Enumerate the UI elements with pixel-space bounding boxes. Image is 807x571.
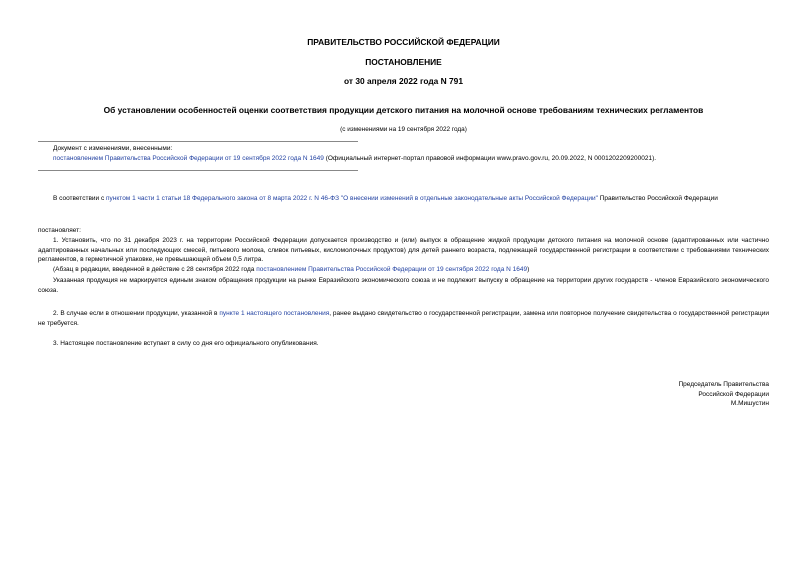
note-end: ): [527, 266, 530, 273]
federal-law-link[interactable]: пунктом 1 части 1 статьи 18 Федерального закона от 8 марта 2022 г. N 46-ФЗ "О внесении изменений в отдельные законодательные акты Российской Федерации": [106, 195, 598, 202]
paragraph-3: 3. Настоящее постановление вступает в силу со дня его официального опубликования.: [53, 340, 319, 347]
point-1-link[interactable]: пункте 1 настоящего постановления: [219, 310, 330, 317]
document-type: ПОСТАНОВЛЕНИЕ: [365, 57, 442, 67]
para2-start: 2. В случае если в отношении продукции, указанной в: [53, 310, 220, 317]
changes-tail: (Официальный интернет-портал правовой информации www.pravo.gov.ru, 20.09.2022, N 0001202209200021).: [323, 154, 657, 162]
changes-intro: Документ с изменениями, внесенными:: [53, 145, 173, 152]
document-title: Об установлении особенностей оценки соответствия продукции детского питания на молочной основе требованиям технических регламентов: [103, 105, 704, 115]
government-name: ПРАВИТЕЛЬСТВО РОССИЙСКОЙ ФЕДЕРАЦИИ: [307, 37, 500, 47]
amendment-note-link[interactable]: постановлением Правительства Российской Федерации от 19 сентября 2022 года N 1649: [256, 266, 528, 273]
paragraph-2: [38, 309, 769, 328]
changes-block: [53, 144, 773, 163]
revision-note: (с изменениями на 19 сентября 2022 года): [340, 126, 467, 133]
paragraph-1-second: Указанная продукция не маркируется единым знаком обращения продукции на рынке Евразийского экономического союза и не подлежит выпуску в обращение на территории других государств - членов Евразийского экономического союза.: [38, 277, 769, 294]
changes-top-divider: [38, 141, 358, 142]
document-date-number: от 30 апреля 2022 года N 791: [344, 76, 463, 86]
decides-label: постановляет:: [38, 227, 81, 234]
paragraph-1: 1. Установить, что по 31 декабря 2023 г. на территории Российской Федерации допускается производство и (или) выпуск в обращение жидкой продукции детского питания на молочной основе (адаптированных или частично адаптированных начальных или последующих смесей, питьевого молока, сливок питьевых, кисломолочных продуктов) для детей раннего возраста, подлежащей государственной регистрации в соответствии с требованиями технических регламентов, в герметичной упаковке, не превышающей объем 0,5 литра.: [38, 237, 769, 264]
signature-country: Российской Федерации: [698, 390, 769, 398]
note-start: (Абзац в редакции, введенной в действие с 28 сентября 2022 года: [53, 266, 257, 273]
preamble-end: Правительство Российской Федерации: [597, 195, 718, 202]
preamble-start: В соответствии с: [53, 195, 107, 202]
signature-position: Председатель Правительства: [678, 381, 769, 388]
paragraph-1-note: [53, 265, 769, 275]
signature-name: М.Мишустин: [730, 400, 769, 408]
amendment-link[interactable]: постановлением Правительства Российской Федерации от 19 сентября 2022 года N 1649: [53, 154, 324, 162]
changes-bottom-divider: [38, 170, 358, 171]
para2-end: , ранее выдано свидетельство о государственной регистрации, замена или повторное получение свидетельства о государственной регистрации не требуется.: [38, 310, 770, 327]
changes-line: [53, 154, 773, 164]
preamble: [38, 194, 769, 204]
signature-block: [500, 380, 769, 409]
